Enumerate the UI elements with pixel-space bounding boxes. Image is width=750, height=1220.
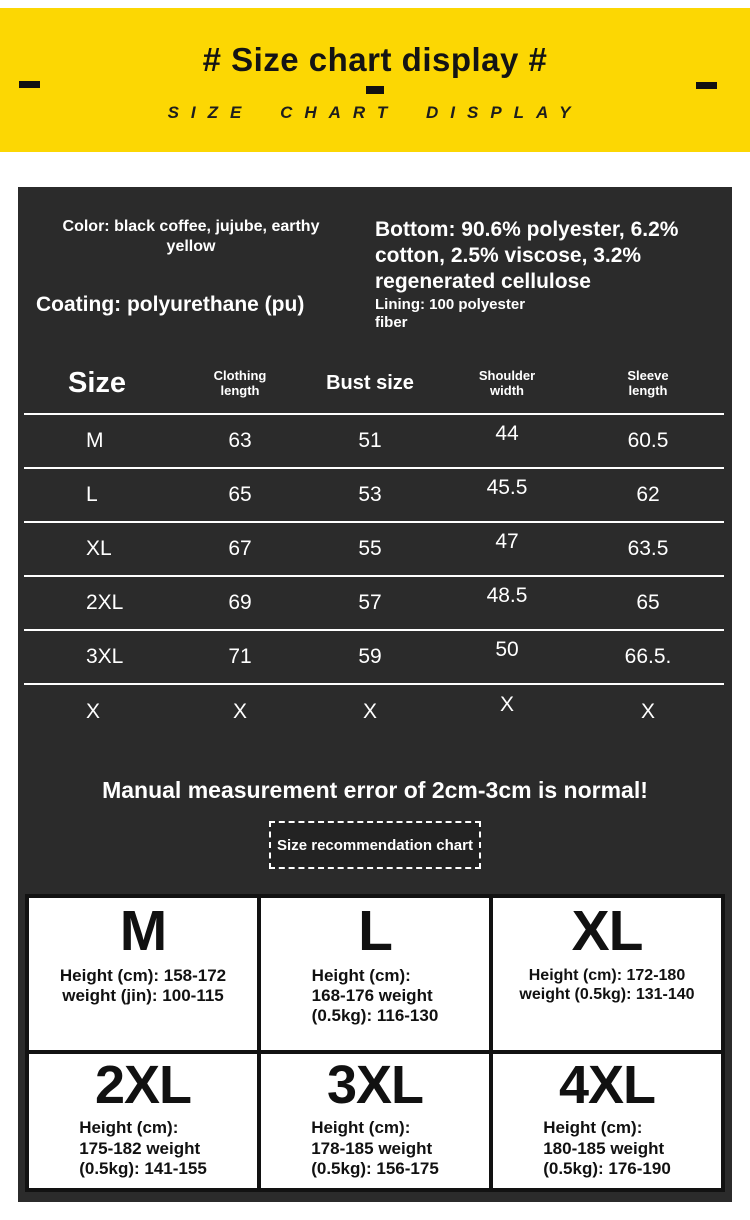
- cell-sleeve-length: X: [640, 699, 655, 723]
- cell-sleeve-length: 60.5: [627, 428, 669, 452]
- dash-left-icon: [19, 81, 40, 88]
- color-info: Color: black coffee, jujube, earthy yellow: [62, 218, 320, 255]
- cell-size-label: 4XL: [558, 1054, 656, 1115]
- page-title: # Size chart display #: [202, 41, 548, 78]
- recommendation-line: (0.5kg): 116-130: [311, 1006, 439, 1026]
- cell-recommendation-text: [79, 1118, 207, 1179]
- cell-size: 2XL: [86, 590, 124, 614]
- cell-bust-size: 55: [358, 536, 382, 560]
- cell-recommendation-text: [519, 966, 694, 1004]
- cell-clothing-length: 71: [228, 644, 252, 668]
- cell-clothing-length: X: [232, 699, 247, 723]
- cell-sleeve-length: 65: [636, 590, 660, 614]
- table-row-x: [24, 685, 724, 739]
- cell-bust-size: X: [362, 699, 377, 723]
- cell-bust-size: 51: [358, 428, 382, 452]
- cell-size-label: M: [119, 898, 167, 963]
- size-recommendation-grid: [25, 894, 725, 1192]
- cell-recommendation-text: [543, 1118, 671, 1179]
- table-row-l: [24, 469, 724, 523]
- cell-size-label: XL: [571, 898, 643, 963]
- recommendation-cell-3xl: [261, 1054, 489, 1188]
- recommendation-line: 175-182 weight: [79, 1138, 201, 1158]
- column-header-bust-size: Bust size: [326, 372, 414, 395]
- cell-recommendation-text: [311, 1118, 439, 1179]
- cell-shoulder-width: 48.5: [486, 583, 528, 607]
- column-header-sleeve-length: [578, 369, 718, 398]
- recommendation-line: Height (cm): 172-180: [528, 966, 686, 984]
- cell-shoulder-width: 45.5: [486, 475, 528, 499]
- recommendation-line: Height (cm):: [311, 1118, 411, 1138]
- recommendation-line: 168-176 weight: [311, 986, 433, 1006]
- cell-clothing-length: 63: [228, 428, 252, 452]
- recommendation-line: Height (cm):: [79, 1118, 179, 1138]
- recommendation-cell-xl: [493, 898, 721, 1050]
- cell-size: 3XL: [86, 644, 124, 668]
- cell-shoulder-width: X: [499, 692, 514, 716]
- dash-right-icon: [696, 82, 717, 89]
- dash-center-icon: [366, 86, 384, 94]
- cell-sleeve-length: 63.5: [627, 536, 669, 560]
- table-row-m: [24, 415, 724, 469]
- product-info-left: [32, 217, 350, 331]
- fabric-info: Bottom: 90.6% polyester, 6.2% cotton, 2.5% viscose, 3.2% regenerated cellulose: [375, 218, 679, 293]
- cell-size: M: [86, 428, 104, 452]
- recommendation-line: weight (0.5kg): 131-140: [519, 985, 695, 1003]
- cell-clothing-length: 65: [228, 482, 252, 506]
- column-header-sleeve-length-label: Sleeve length: [627, 368, 669, 398]
- coating-info: Coating: polyurethane (pu): [36, 293, 305, 316]
- recommendation-cell-l: [261, 898, 489, 1050]
- cell-bust-size: 59: [358, 644, 382, 668]
- size-recommendation-button[interactable]: Size recommendation chart: [269, 821, 481, 869]
- cell-shoulder-width: 47: [495, 529, 519, 553]
- recommendation-line: Height (cm): 158-172: [59, 965, 227, 985]
- page-subtitle: SIZE CHART DISPLAY: [167, 103, 583, 122]
- recommendation-line: weight (jin): 100-115: [62, 986, 224, 1006]
- cell-shoulder-width: 44: [495, 421, 519, 445]
- lining-info: Lining: 100 polyester fiber: [375, 296, 526, 331]
- size-table: [18, 355, 732, 739]
- cell-sleeve-length: 62: [636, 482, 660, 506]
- cell-sleeve-length: 66.5.: [624, 644, 672, 668]
- recommendation-cell-m: [29, 898, 257, 1050]
- recommendation-cell-4xl: [493, 1054, 721, 1188]
- cell-bust-size: 53: [358, 482, 382, 506]
- product-info: [18, 187, 732, 331]
- recommendation-cell-2xl: [29, 1054, 257, 1188]
- recommendation-line: 180-185 weight: [543, 1138, 665, 1158]
- column-header-clothing-length: [176, 369, 304, 398]
- size-table-header-row: [24, 355, 724, 415]
- recommendation-line: (0.5kg): 141-155: [79, 1159, 207, 1179]
- recommendation-line: 178-185 weight: [311, 1138, 433, 1158]
- banner: [0, 8, 750, 152]
- column-header-shoulder-width: [436, 369, 578, 398]
- recommendation-line: Height (cm):: [543, 1118, 643, 1138]
- table-row-xl: [24, 523, 724, 577]
- column-header-shoulder-width-label: Shoulder width: [478, 368, 536, 398]
- cell-shoulder-width: 50: [495, 637, 519, 661]
- product-info-right: [350, 217, 720, 331]
- cell-size-label: 2XL: [94, 1054, 192, 1115]
- size-chart-card: [18, 187, 732, 1202]
- cell-size-label: 3XL: [326, 1054, 424, 1115]
- cell-size: L: [86, 482, 98, 506]
- recommendation-line: (0.5kg): 156-175: [311, 1159, 439, 1179]
- cell-recommendation-text: [312, 966, 439, 1027]
- column-header-clothing-length-label: Clothing length: [213, 368, 267, 398]
- cell-clothing-length: 67: [228, 536, 252, 560]
- cell-size-label: L: [358, 898, 392, 963]
- column-header-size: Size: [68, 367, 127, 400]
- table-row-2xl: [24, 577, 724, 631]
- measurement-note: Manual measurement error of 2cm-3cm is normal!: [102, 776, 648, 803]
- recommendation-line: Height (cm):: [311, 965, 411, 985]
- cell-recommendation-text: [60, 966, 226, 1007]
- table-row-3xl: [24, 631, 724, 685]
- cell-bust-size: 57: [358, 590, 382, 614]
- recommendation-line: (0.5kg): 176-190: [543, 1159, 671, 1179]
- cell-clothing-length: 69: [228, 590, 252, 614]
- cell-size: XL: [86, 536, 112, 560]
- cell-size: X: [86, 699, 101, 723]
